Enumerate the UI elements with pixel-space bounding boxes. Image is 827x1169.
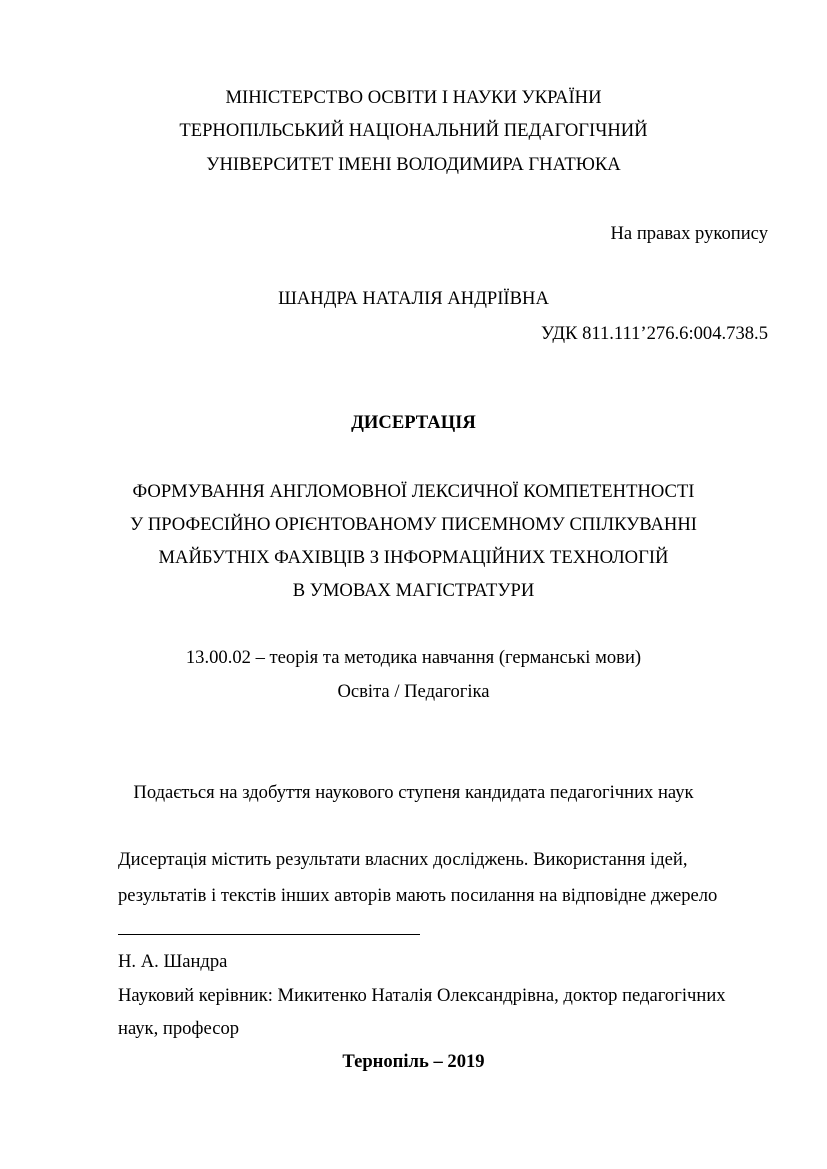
city-year: Тернопіль – 2019 <box>342 1051 485 1072</box>
degree-statement: Подається на здобуття наукового ступеня кандидата педагогічних наук <box>133 782 694 803</box>
thesis-title-line-3: МАЙБУТНІХ ФАХІВЦІВ З ІНФОРМАЦІЙНИХ ТЕХНОЛОГІЙ <box>158 547 669 568</box>
originality-statement-line-1: Дисертація містить результати власних досліджень. Використання ідей, <box>118 849 688 870</box>
supervisor-line-1: Науковий керівник: Микитенко Наталія Олександрівна, доктор педагогічних <box>118 985 726 1006</box>
udc-code: УДК 811.111’276.6:004.738.5 <box>541 323 768 344</box>
university-heading-line-1: ТЕРНОПІЛЬСЬКИЙ НАЦІОНАЛЬНИЙ ПЕДАГОГІЧНИЙ <box>179 120 648 141</box>
ministry-heading: МІНІСТЕРСТВО ОСВІТИ І НАУКИ УКРАЇНИ <box>225 87 602 108</box>
signature-name: Н. А. Шандра <box>118 951 228 972</box>
author-name: ШАНДРА НАТАЛІЯ АНДРІЇВНА <box>278 288 549 309</box>
document-type-heading: ДИСЕРТАЦІЯ <box>351 412 476 433</box>
university-heading-line-2: УНІВЕРСИТЕТ ІМЕНІ ВОЛОДИМИРА ГНАТЮКА <box>206 154 621 175</box>
manuscript-note: На правах рукопису <box>610 223 768 244</box>
originality-statement-line-2: результатів і текстів інших авторів мають посилання на відповідне джерело <box>118 885 718 906</box>
thesis-title-line-1: ФОРМУВАННЯ АНГЛОМОВНОЇ ЛЕКСИЧНОЇ КОМПЕТЕНТНОСТІ <box>132 481 695 502</box>
signature-line <box>118 934 420 935</box>
field-of-study: Освіта / Педагогіка <box>337 681 490 702</box>
thesis-title-line-2: У ПРОФЕСІЙНО ОРІЄНТОВАНОМУ ПИСЕМНОМУ СПІЛКУВАННІ <box>130 514 697 535</box>
supervisor-line-2: наук, професор <box>118 1018 240 1039</box>
specialty-code: 13.00.02 – теорія та методика навчання (германські мови) <box>185 647 642 668</box>
thesis-title-line-4: В УМОВАХ МАГІСТРАТУРИ <box>292 580 535 601</box>
